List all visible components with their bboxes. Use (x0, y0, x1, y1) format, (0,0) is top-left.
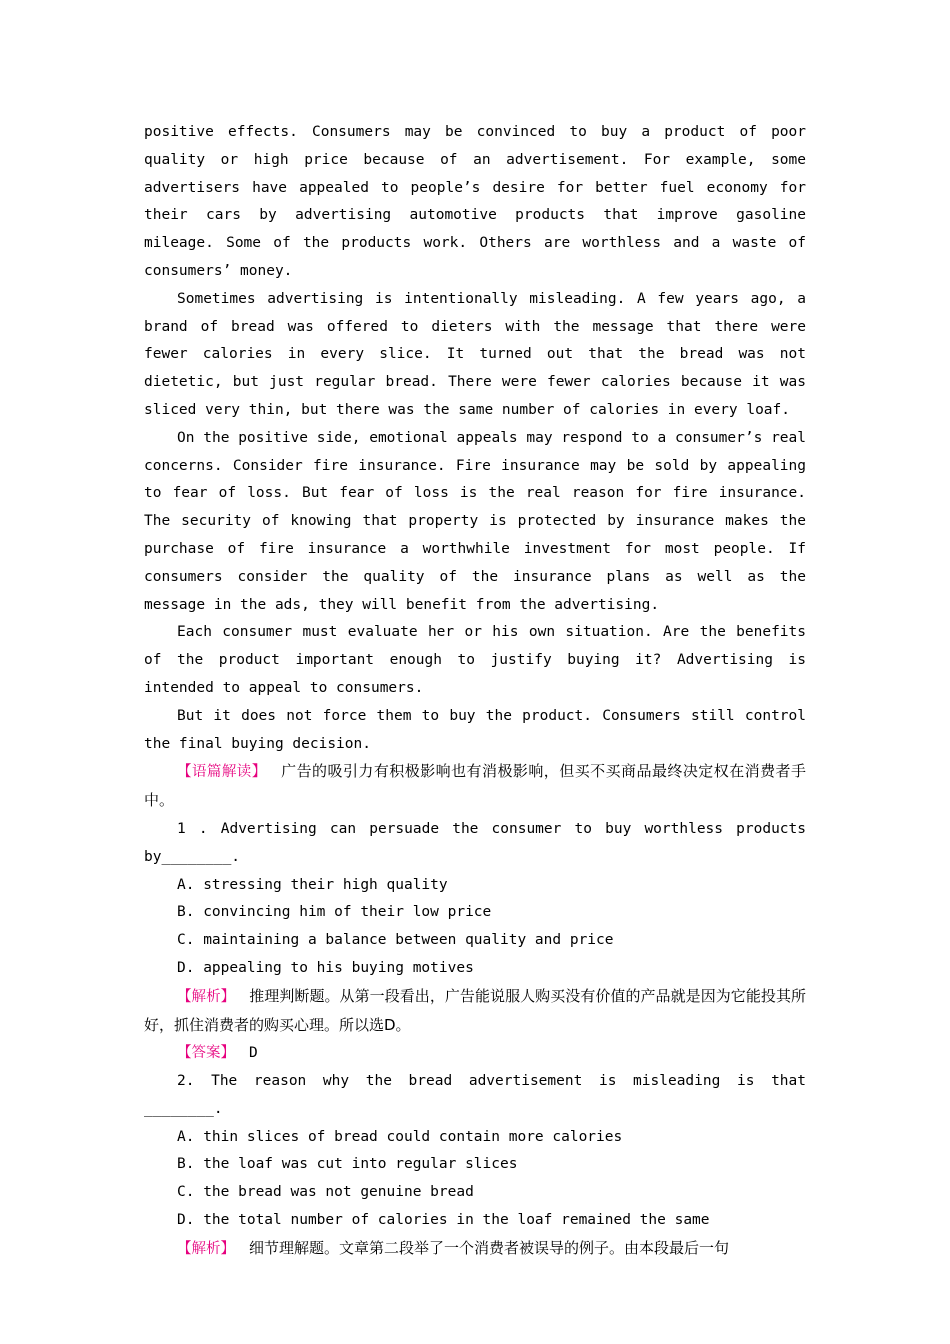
question-1-answer (144, 1040, 806, 1068)
reading-text: 广告的吸引力有积极影响也有消极影响，但买不买商品最终决定权在消费者手中。 (144, 762, 806, 810)
analysis-tag: 【解析】 (177, 988, 236, 1005)
analysis-text: 推理判断题。从第一段看出，广告能说服人购买没有价值的产品就是因为它能投其所好，抓住消费者的购买心理。所以选D。 (144, 986, 806, 1034)
passage-paragraph-3: On the positive side, emotional appeals may respond to a consumer’s real concerns. Consider fire insurance. Fire insurance may be sold by appealing to fear of loss. But fear of loss is the real reason for fire insurance. The security of knowing that property is protected by insurance makes the purchase of fire insurance a worthwhile investment for most people. If consumers consider the quality of the insurance plans as well as the message in the ads, they will benefit from the advertising. (144, 429, 806, 613)
question-1-analysis (144, 983, 806, 1041)
document-page (144, 119, 806, 1264)
question-2-option-a: A. thin slices of bread could contain more calories (177, 1128, 623, 1145)
question-1-options (144, 872, 806, 983)
passage-paragraph-1: positive effects. Consumers may be convinced to buy a product of poor quality or high price because of an advertisement. For example, some advertisers have appealed to people’s desire for better fuel economy for their cars by advertising automotive products that improve gasoline mileage. Some of the products work. Others are worthless and a waste of consumers’ money. (144, 124, 806, 279)
question-1-option-c: C. maintaining a balance between quality and price (177, 932, 614, 949)
passage-paragraph-2: Sometimes advertising is intentionally misleading. A few years ago, a brand of bread was offered to dieters with the message that there were fewer calories in every slice. It turned out that the bread was not dietetic, but just regular bread. There were fewer calories because it was sliced very thin, but there was the same number of calories in every loaf. (144, 290, 806, 418)
question-1-option-a: A. stressing their high quality (177, 876, 448, 893)
answer-tag: 【答案】 (177, 1045, 235, 1062)
question-2-stem: 2. The reason why the bread advertisement is misleading is that ________. (144, 1073, 806, 1117)
analysis-text: 细节理解题。文章第二段举了一个消费者被误导的例子。由本段最后一句 (249, 1238, 730, 1257)
question-2-option-c: C. the bread was not genuine bread (177, 1184, 474, 1201)
question-1-stem: 1 . Advertising can persuade the consumer to buy worthless products by________. (144, 820, 806, 865)
answer-text: D (249, 1045, 258, 1062)
reading-summary (144, 758, 806, 816)
question-1-option-d: D. appealing to his buying motives (177, 959, 474, 976)
question-2-analysis (144, 1235, 806, 1264)
passage-paragraph-4: Each consumer must evaluate her or his own situation. Are the benefits of the product important enough to justify buying it? Advertising is intended to appeal to consumers. (144, 624, 806, 696)
question-2-option-d: D. the total number of calories in the loaf remained the same (177, 1212, 710, 1229)
question-2-option-b: B. the loaf was cut into regular slices (177, 1156, 518, 1173)
reading-tag: 【语篇解读】 (177, 764, 267, 781)
analysis-tag: 【解析】 (177, 1240, 235, 1257)
question-1-option-b: B. convincing him of their low price (177, 904, 492, 921)
question-2-options (144, 1124, 806, 1235)
passage-paragraph-5: But it does not force them to buy the product. Consumers still control the final buying decision. (144, 707, 806, 752)
